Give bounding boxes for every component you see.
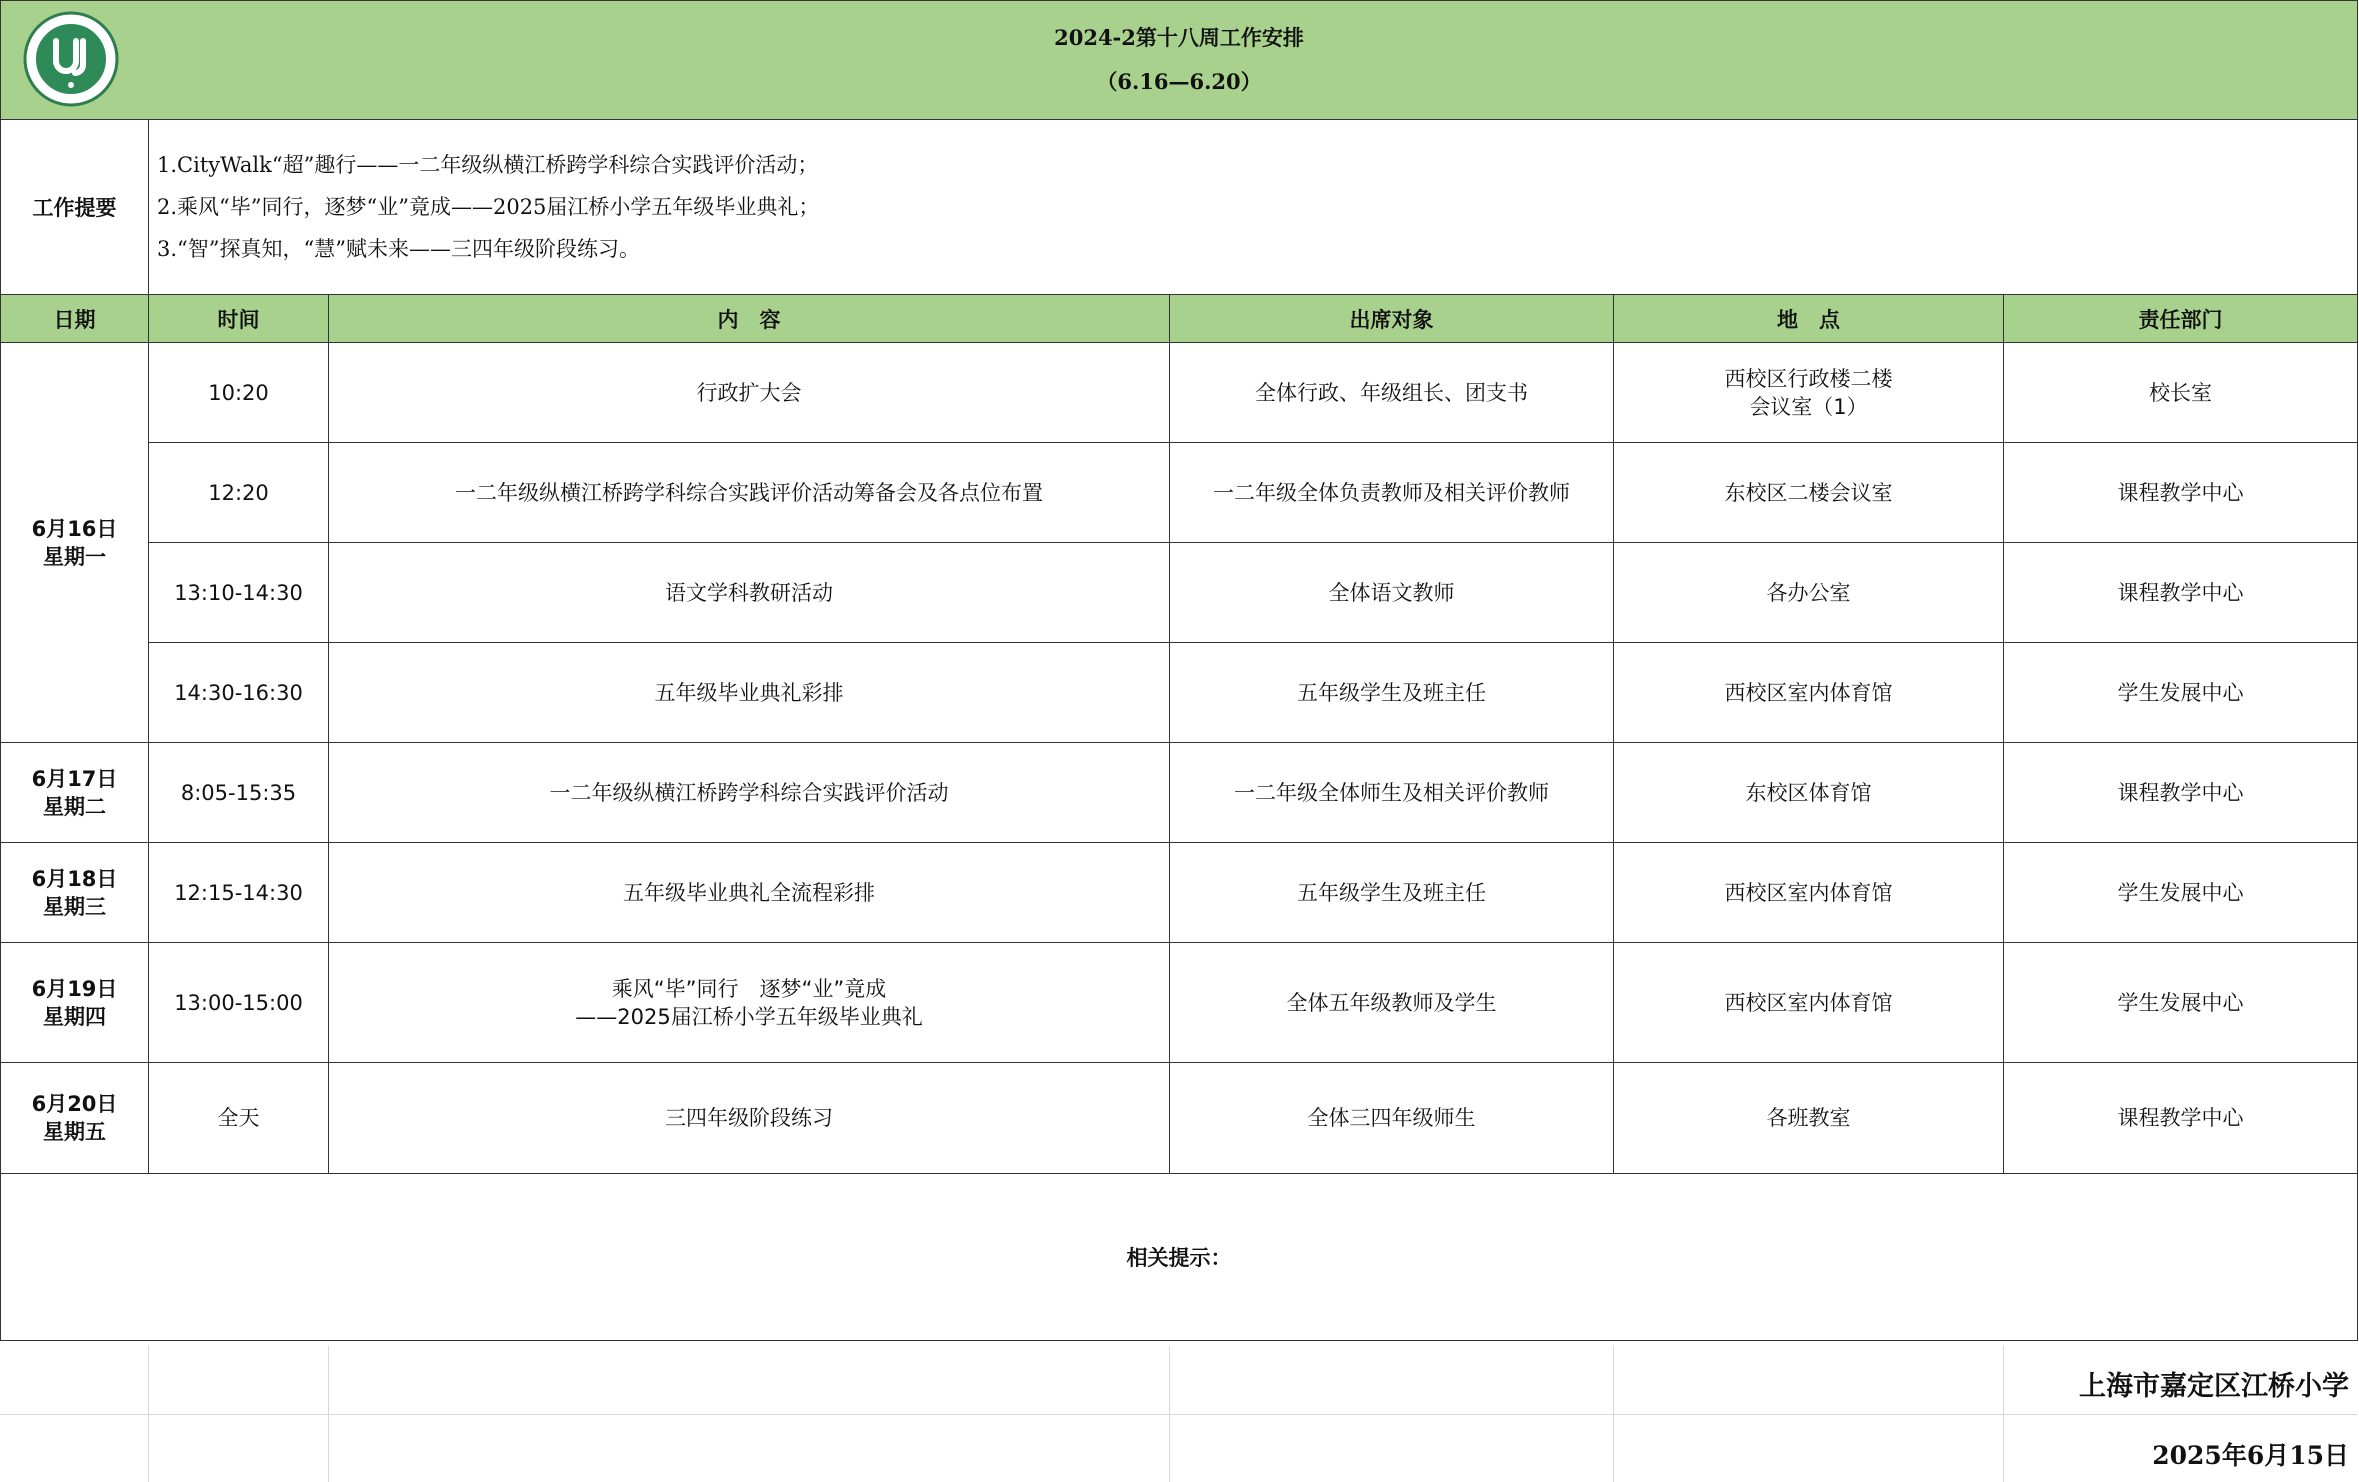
location-cell: 各班教室: [1614, 1063, 2004, 1174]
content-cell: 五年级毕业典礼彩排: [329, 643, 1170, 743]
summary-list: [149, 120, 2358, 295]
summary-item: 1.CityWalk“超”趣行——一二年级纵横江桥跨学科综合实践评价活动；: [157, 153, 819, 177]
weekday-label: 星期二: [43, 794, 106, 819]
summary-item: 3.“智”探真知，“慧”赋未来——三四年级阶段练习。: [157, 237, 640, 261]
attendees-cell: 全体三四年级师生: [1170, 1063, 1614, 1174]
table-row: [1, 543, 2358, 643]
content-cell: 乘风“毕”同行 逐梦“业”竟成 ——2025届江桥小学五年级毕业典礼: [329, 943, 1170, 1063]
department-cell: 学生发展中心: [2004, 943, 2358, 1063]
title-block: [1, 1, 2358, 120]
location-cell: 各办公室: [1614, 543, 2004, 643]
table-row: [1, 843, 2358, 943]
table-row: [1, 343, 2358, 443]
attendees-cell: 五年级学生及班主任: [1170, 843, 1614, 943]
page-subtitle: （6.16—6.20）: [1096, 69, 1262, 94]
department-cell: 学生发展中心: [2004, 843, 2358, 943]
date-cell: [1, 943, 149, 1063]
time-cell: 8:05-15:35: [149, 743, 329, 843]
content-cell: 五年级毕业典礼全流程彩排: [329, 843, 1170, 943]
department-cell: 课程教学中心: [2004, 443, 2358, 543]
department-cell: 课程教学中心: [2004, 543, 2358, 643]
content-cell: 语文学科教研活动: [329, 543, 1170, 643]
column-header-content: 内 容: [329, 295, 1170, 343]
location-cell: 西校区室内体育馆: [1614, 643, 2004, 743]
location-cell: 西校区室内体育馆: [1614, 843, 2004, 943]
column-header-row: [1, 295, 2358, 343]
date-cell: [1, 343, 149, 743]
location-cell: 西校区室内体育馆: [1614, 943, 2004, 1063]
time-cell: 10:20: [149, 343, 329, 443]
tips-label: 相关提示：: [1, 1174, 2358, 1341]
time-cell: 13:10-14:30: [149, 543, 329, 643]
weekday-label: 星期四: [43, 1004, 106, 1029]
column-header-attendees: 出席对象: [1170, 295, 1614, 343]
attendees-cell: 全体语文教师: [1170, 543, 1614, 643]
table-row: [1, 643, 2358, 743]
time-cell: 14:30-16:30: [149, 643, 329, 743]
time-cell: 13:00-15:00: [149, 943, 329, 1063]
issue-date: 2025年6月15日: [2152, 1441, 2349, 1470]
department-cell: 校长室: [2004, 343, 2358, 443]
date-label: 6月20日: [31, 1092, 118, 1116]
attendees-cell: 五年级学生及班主任: [1170, 643, 1614, 743]
signature-block: [0, 1346, 2357, 1482]
table-row: [1, 943, 2358, 1063]
summary-label: 工作提要: [1, 120, 149, 295]
time-cell: 12:20: [149, 443, 329, 543]
attendees-cell: 全体行政、年级组长、团支书: [1170, 343, 1614, 443]
department-cell: 课程教学中心: [2004, 1063, 2358, 1174]
column-header-location: 地 点: [1614, 295, 2004, 343]
page-title: 2024-2第十八周工作安排: [1054, 25, 1304, 50]
content-cell: 一二年级纵横江桥跨学科综合实践评价活动: [329, 743, 1170, 843]
date-cell: [1, 743, 149, 843]
date-label: 6月19日: [31, 976, 118, 1001]
table-row: [1, 1063, 2358, 1174]
table-row: [1, 443, 2358, 543]
time-cell: 全天: [149, 1063, 329, 1174]
date-label: 6月16日: [31, 516, 118, 541]
school-emblem-icon: [23, 11, 119, 107]
content-cell: 行政扩大会: [329, 343, 1170, 443]
location-cell: 东校区体育馆: [1614, 743, 2004, 843]
date-cell: [1, 1063, 149, 1174]
department-cell: 课程教学中心: [2004, 743, 2358, 843]
column-header-department: 责任部门: [2004, 295, 2358, 343]
content-cell: 三四年级阶段练习: [329, 1063, 1170, 1174]
department-cell: 学生发展中心: [2004, 643, 2358, 743]
attendees-cell: 全体五年级教师及学生: [1170, 943, 1614, 1063]
location-cell: 西校区行政楼二楼 会议室（1）: [1614, 343, 2004, 443]
weekday-label: 星期五: [43, 1120, 106, 1144]
summary-item: 2.乘风“毕”同行，逐梦“业”竟成——2025届江桥小学五年级毕业典礼；: [157, 195, 820, 219]
school-name: 上海市嘉定区江桥小学: [2079, 1371, 2349, 1402]
attendees-cell: 一二年级全体师生及相关评价教师: [1170, 743, 1614, 843]
time-cell: 12:15-14:30: [149, 843, 329, 943]
weekday-label: 星期一: [43, 544, 106, 569]
date-label: 6月17日: [31, 766, 118, 791]
location-cell: 东校区二楼会议室: [1614, 443, 2004, 543]
weekday-label: 星期三: [43, 894, 106, 919]
tips-row: [1, 1174, 2358, 1341]
content-cell: 一二年级纵横江桥跨学科综合实践评价活动筹备会及各点位布置: [329, 443, 1170, 543]
column-header-date: 日期: [1, 295, 149, 343]
column-header-time: 时间: [149, 295, 329, 343]
attendees-cell: 一二年级全体负责教师及相关评价教师: [1170, 443, 1614, 543]
date-label: 6月18日: [31, 866, 118, 891]
date-cell: [1, 843, 149, 943]
table-row: [1, 743, 2358, 843]
